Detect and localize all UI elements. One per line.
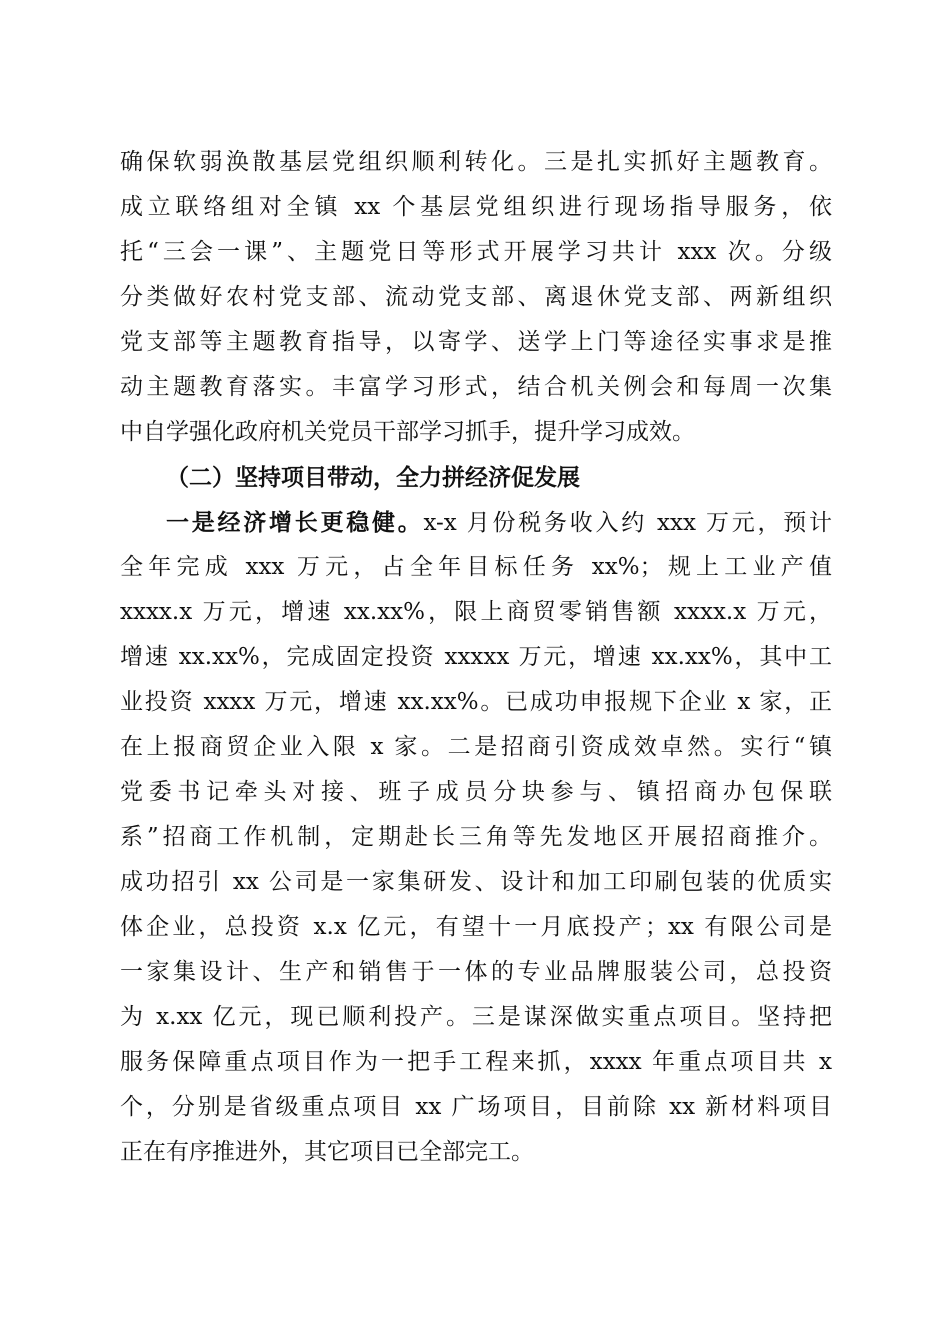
text-line: 成立联络组对全镇 xx 个基层党组织进行现场指导服务，依 [120,194,832,220]
text-line: 一家集设计、生产和销售于一体的专业品牌服装公司，总投资 [120,959,832,985]
text-line: 全年完成 xxx 万元，占全年目标任务 xx%；规上工业产值 [120,554,832,580]
text-line: 动主题教育落实。丰富学习形式，结合机关例会和每周一次集 [120,374,832,400]
text-line: 业投资 xxxx 万元，增速 xx.xx%。已成功申报规下企业 x 家，正 [120,689,832,715]
text-line: 成功招引 xx 公司是一家集研发、设计和加工印刷包装的优质实 [120,869,832,895]
text-line: 确保软弱涣散基层党组织顺利转化。三是扎实抓好主题教育。 [120,149,832,175]
text-line: 在上报商贸企业入限 x 家。二是招商引资成效卓然。实行“镇 [120,734,832,760]
section-heading: （二）坚持项目带动，全力拼经济促发展 [166,464,580,491]
text-line: 党委书记牵头对接、班子成员分块参与、镇招商办包保联 [120,779,832,805]
text-line: xxxx.x 万元，增速 xx.xx%，限上商贸零销售额 xxxx.x 万元， [120,599,832,625]
text-line: 体企业，总投资 x.x 亿元，有望十一月底投产；xx 有限公司是 [120,914,832,940]
text-line: 增速 xx.xx%，完成固定投资 xxxxx 万元，增速 xx.xx%，其中工 [120,644,832,670]
text-line: 个，分别是省级重点项目 xx 广场项目，目前除 xx 新材料项目 [120,1094,832,1120]
paragraph-economy [120,500,832,1175]
lead-phrase: 一是经济增长更稳健。 [166,509,424,536]
text-line: 正在有序推进外，其它项目已全部完工。 [120,1139,534,1165]
text-line: 系”招商工作机制，定期赴长三角等先发地区开展招商推介。 [120,824,832,850]
text-line: 托“三会一课”、主题党日等形式开展学习共计 xxx 次。分级 [120,239,832,265]
paragraph-party-building [120,140,832,455]
text-line: 党支部等主题教育指导，以寄学、送学上门等途径实事求是推 [120,329,832,355]
document-body [120,140,832,1175]
text-line-first [120,500,832,545]
text-line: 分类做好农村党支部、流动党支部、离退休党支部、两新组织 [120,284,832,310]
text-line: 中自学强化政府机关党员干部学习抓手，提升学习成效。 [120,419,695,445]
text-fragment: x-x 月份税务收入约 xxx 万元，预计 [423,510,832,536]
text-line: 为 x.xx 亿元，现已顺利投产。三是谋深做实重点项目。坚持把 [120,1004,832,1030]
text-line: 服务保障重点项目作为一把手工程来抓，xxxx 年重点项目共 x [120,1049,832,1075]
